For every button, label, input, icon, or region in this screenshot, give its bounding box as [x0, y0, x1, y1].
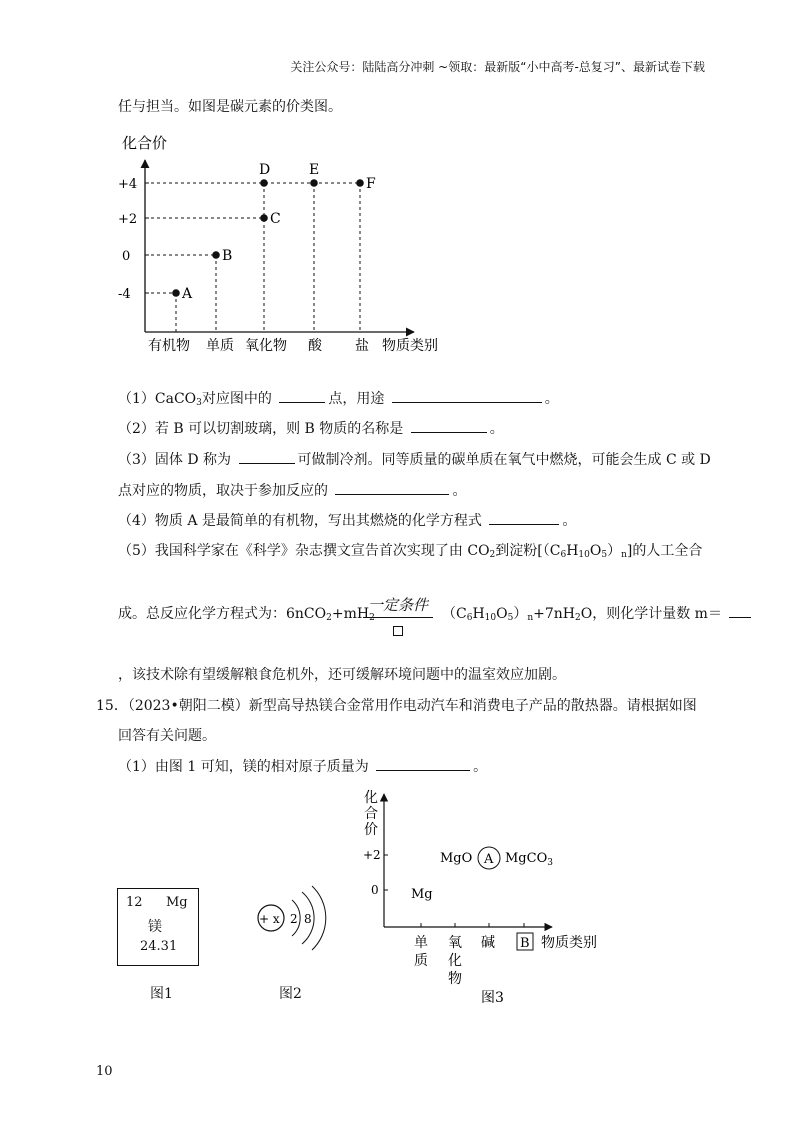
chart1-point-c [260, 214, 268, 222]
chart1-point-a [172, 289, 180, 297]
chart1-xcat-oxide: 氧化物 [245, 338, 287, 354]
answer-blank-mg-mass[interactable] [376, 758, 470, 771]
chart1-label-c: C [270, 211, 281, 227]
chart1-xcat-salt: 盐 [355, 338, 369, 354]
atomic-number: 12 [126, 895, 143, 910]
answer-blank-condition[interactable] [335, 482, 449, 495]
answer-blank-b-name[interactable] [411, 420, 487, 433]
atomic-mass: 24.31 [140, 939, 178, 954]
page-number: 10 [96, 1064, 113, 1079]
fig3-a-label: A [484, 852, 494, 867]
fig3-xcat-oxide-2: 化 [448, 953, 462, 969]
chart1-xcat-element: 单质 [206, 338, 234, 354]
chart1-label-d: D [259, 162, 271, 178]
fig3-mgco3: MgCO$_3$ [505, 851, 553, 868]
fig3-xcat-base: 碱 [481, 935, 495, 951]
shell2-electrons: 8 [304, 912, 312, 926]
answer-blank-m[interactable] [729, 605, 751, 618]
element-symbol: Mg [166, 895, 188, 910]
nucleus-label: + x [259, 912, 280, 926]
answer-blank-point[interactable] [279, 390, 325, 403]
chart1-y-title: 化合价 [122, 134, 168, 152]
chart1-ytick-p2: +2 [118, 212, 138, 227]
fig3-mg-valence-chart [356, 784, 626, 1014]
q14-part3-line2: 点对应的物质，取决于参加反应的 。 [118, 483, 467, 499]
q14-part1: （1）CaCO$_3$对应图中的 点，用途 。 [118, 391, 559, 408]
fig1-caption: 图1 [150, 986, 173, 1002]
fig2-atom-structure [246, 878, 336, 958]
chart1-point-e [310, 179, 318, 187]
fig3-x-title: 物质类别 [541, 935, 597, 951]
fig3-xcat-oxide-1: 氧 [448, 935, 462, 951]
carbon-valence-chart [108, 128, 458, 360]
chart1-point-d [260, 179, 268, 187]
page-header: 关注公众号：陆陆高分冲刺 ~领取：最新版“小中高考-总复习”、最新试卷下载 [290, 60, 705, 74]
fig3-b-label: B [520, 936, 530, 951]
fig3-xcat-element-2: 质 [414, 953, 428, 969]
q15-stem-line2: 回答有关问题。 [118, 728, 216, 744]
fig1-element-card [117, 888, 199, 966]
fig3-y-title-2: 合 [364, 806, 378, 822]
equation-condition [363, 594, 433, 640]
reaction-arrow-line [363, 617, 433, 618]
chart1-label-b: B [222, 248, 233, 264]
chart1-label-f: F [366, 176, 376, 192]
element-name: 镁 [148, 919, 162, 935]
fig3-ytick-0: 0 [371, 883, 379, 897]
chart1-xcat-acid: 酸 [308, 338, 322, 354]
chart1-ytick-p4: +4 [118, 177, 138, 192]
chart1-label-a: A [182, 286, 193, 302]
q15-stem-line1: 15．（2023•朝阳二模）新型高导热镁合金常用作电动汽车和消费电子产品的散热器。请根据如图 [96, 698, 697, 714]
q14-part2: （2）若 B 可以切割玻璃，则 B 物质的名称是 。 [118, 421, 504, 437]
fig3-caption: 图3 [481, 990, 504, 1006]
fig2-caption: 图2 [279, 986, 302, 1002]
fig3-xcat-oxide-3: 物 [448, 971, 462, 987]
fig3-xcat-element-1: 单 [414, 935, 428, 951]
chart1-point-b [212, 251, 220, 259]
answer-blank-use[interactable] [392, 390, 542, 403]
chart1-x-title: 物质类别 [382, 338, 438, 354]
fig3-mg: Mg [411, 887, 433, 902]
q14-equation-line: 成。总反应化学方程式为：$6nCO_2+mH_2$ [118, 606, 375, 623]
q14-part4: （4）物质 A 是最简单的有机物，写出其燃烧的化学方程式 。 [118, 513, 577, 529]
fig3-y-title-1: 化 [364, 790, 378, 806]
chart1-ytick-m4: -4 [118, 287, 131, 302]
q14-part5: （5）我国科学家在《科学》杂志撰文宣告首次实现了由 $CO_2$到淀粉$[(C_6H_{10}O_5)_n]$的人工全合 [118, 543, 703, 560]
fig3-mgo: MgO [440, 851, 473, 866]
chart1-ytick-0: 0 [122, 249, 131, 264]
answer-blank-equation[interactable] [489, 512, 559, 525]
heat-symbol-box [393, 626, 403, 636]
chart1-xcat-organic: 有机物 [148, 338, 190, 354]
q14-part3-line1: （3）固体 D 称为 可做制冷剂。同等质量的碳单质在氧气中燃烧，可能会生成 C 或 D [118, 452, 711, 468]
intro-text: 任与担当。如图是碳元素的价类图。 [118, 99, 342, 115]
chart1-label-e: E [309, 162, 320, 178]
answer-blank-d-name[interactable] [239, 451, 295, 464]
condition-text: 一定条件 [367, 596, 428, 614]
fig3-y-title-3: 价 [364, 822, 378, 838]
q15-part1: （1）由图 1 可知，镁的相对原子质量为 。 [118, 759, 488, 775]
shell1-electrons: 2 [290, 912, 298, 926]
chart1-point-f [356, 179, 364, 187]
fig3-ytick-p2: +2 [363, 848, 381, 862]
q14-tail: ，该技术除有望缓解粮食危机外，还可缓解环境问题中的温室效应加剧。 [118, 667, 566, 683]
q14-equation-products: $(C_6H_{10}O_5)_n+7nH_2O$，则化学计量数 m＝ [442, 603, 754, 623]
